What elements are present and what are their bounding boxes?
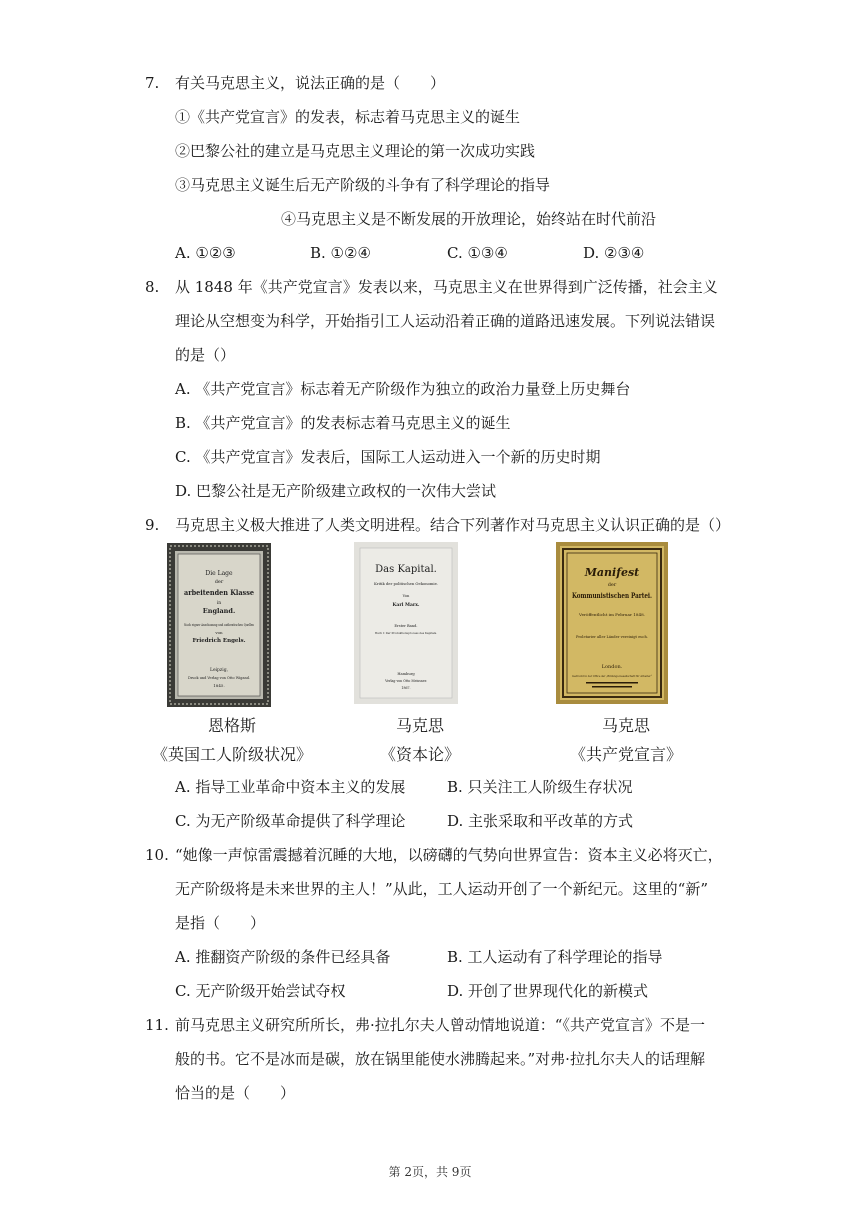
q10-stem-line-1: “她像一声惊雷震撼着沉睡的大地，以磅礴的气势向世界宣告：资本主义必将灭亡， xyxy=(175,846,723,864)
page-footer: 第 2页，共 9页 xyxy=(388,1165,472,1179)
q7-number: 7. xyxy=(145,74,160,92)
engels-cover-line-1: Die Lage xyxy=(205,570,233,577)
kapital-cover-line-5: Erster Band. xyxy=(394,624,418,628)
q8-stem-line-3: 的是（） xyxy=(175,346,236,364)
q10-option-b: B. 工人运动有了科学理论的指导 xyxy=(447,948,663,966)
manifest-book-cover-image xyxy=(556,542,668,704)
q10-stem-line-3: 是指（ ） xyxy=(175,914,266,932)
q9-option-c: C. 为无产阶级革命提供了科学理论 xyxy=(175,812,406,830)
manifest-cover-line-1: Manifest xyxy=(584,566,640,579)
q10-option-a: A. 推翻资产阶级的条件已经具备 xyxy=(175,948,391,966)
manifest-cover-line-3: Kommunistischen Partei. xyxy=(572,591,652,600)
q7-option-c: C. ①③④ xyxy=(447,244,508,262)
q7-stem: 有关马克思主义，说法正确的是（ ） xyxy=(175,74,446,92)
engels-cover-line-4: in xyxy=(216,601,222,606)
book-3-author: 马克思 xyxy=(601,716,650,735)
q8-stem-line-1: 从 1848 年《共产党宣言》发表以来，马克思主义在世界得到广泛传播，社会主义 xyxy=(175,278,718,296)
q8-stem-line-2: 理论从空想变为科学，开始指引工人运动沿着正确的道路迅速发展。下列说法错误 xyxy=(175,312,716,330)
q11-stem-line-2: 般的书。它不是冰而是碳，放在锅里能使水沸腾起来。”对弗·拉扎尔夫人的话理解 xyxy=(175,1050,705,1068)
q8-option-d: D. 巴黎公社是无产阶级建立政权的一次伟大尝试 xyxy=(175,482,497,500)
q7-option-d: D. ②③④ xyxy=(583,244,645,262)
q10-option-c: C. 无产阶级开始尝试夺权 xyxy=(175,982,346,1000)
manifest-cover-line-4: Veröffentlicht im Februar 1848. xyxy=(577,612,645,617)
manifest-cover-line-6: London. xyxy=(601,664,623,670)
book-1-author: 恩格斯 xyxy=(207,716,256,735)
q7-item-2: ②巴黎公社的建立是马克思主义理论的第一次成功实践 xyxy=(175,142,536,160)
q7-item-4: ④马克思主义是不断发展的开放理论，始终站在时代前沿 xyxy=(281,210,657,228)
q8-option-a: A. 《共产党宣言》标志着无产阶级作为独立的政治力量登上历史舞台 xyxy=(175,380,631,398)
engels-cover-line-8: Friedrich Engels. xyxy=(192,638,246,644)
q8-option-b: B. 《共产党宣言》的发表标志着马克思主义的诞生 xyxy=(175,414,511,432)
q11-stem-line-1: 前马克思主义研究所所长，弗·拉扎尔夫人曾动情地说道：“《共产党宣言》不是一 xyxy=(175,1016,705,1034)
q7-option-a: A. ①②③ xyxy=(175,244,236,262)
engels-cover-line-5: England. xyxy=(202,607,236,615)
q7-item-3: ③马克思主义诞生后无产阶级的斗争有了科学理论的指导 xyxy=(175,176,551,194)
q7-item-1: ①《共产党宣言》的发表，标志着马克思主义的诞生 xyxy=(175,108,521,126)
q9-option-a: A. 指导工业革命中资本主义的发展 xyxy=(175,778,406,796)
kapital-cover-line-2: Kritik der politischen Oekonomie. xyxy=(374,582,438,586)
engels-cover-line-11: 1845. xyxy=(213,683,225,688)
manifest-cover-line-7: Gedruckt in der Office der „Bildungs-Gesellschaft für Arbeiter“ xyxy=(572,674,653,678)
engels-cover-line-3: arbeitenden Klasse xyxy=(184,588,255,597)
kapital-cover-line-4: Karl Marx. xyxy=(392,603,420,608)
manifest-cover-line-5: Proletarier aller Länder vereinigt euch. xyxy=(576,634,648,639)
kapital-cover-line-9: 1867. xyxy=(401,686,411,690)
book-3-title: 《共产党宣言》 xyxy=(569,745,682,764)
kapital-cover-line-1: Das Kapital. xyxy=(375,564,437,575)
kapital-cover-line-8: Verlag von Otto Meissner. xyxy=(385,679,427,683)
kapital-cover-line-3: Von xyxy=(402,594,410,598)
q9-option-d: D. 主张采取和平改革的方式 xyxy=(447,812,634,830)
engels-cover-line-7: von xyxy=(215,630,223,635)
book-1-title: 《英国工人阶级状况》 xyxy=(151,745,312,764)
q10-option-d: D. 开创了世界现代化的新模式 xyxy=(447,982,649,1000)
book-2-title: 《资本论》 xyxy=(379,745,460,764)
kapital-cover-line-6: Buch I: Der Produktionsprocess des Kapitals. xyxy=(375,631,438,635)
engels-cover-line-10: Druck und Verlag von Otto Wigand. xyxy=(188,676,250,680)
q9-stem: 马克思主义极大推进了人类文明进程。结合下列著作对马克思主义认识正确的是（） xyxy=(175,516,731,534)
engels-cover-line-9: Leipzig, xyxy=(209,668,229,673)
q9-option-b: B. 只关注工人阶级生存状况 xyxy=(447,778,633,796)
kapital-book-cover-image xyxy=(354,542,458,704)
engels-cover-line-2: der xyxy=(214,579,224,585)
q8-number: 8. xyxy=(145,278,160,296)
manifest-cover-line-2: der xyxy=(607,582,617,588)
q11-number: 11. xyxy=(145,1016,169,1034)
kapital-cover-line-7: Hamburg xyxy=(397,672,415,676)
q8-option-c: C. 《共产党宣言》发表后，国际工人运动进入一个新的历史时期 xyxy=(175,448,601,466)
engels-cover-line-6: Nach eigner Anschauung und authentischen Quellen xyxy=(184,623,254,627)
q9-number: 9. xyxy=(145,516,160,534)
q10-number: 10. xyxy=(145,846,169,864)
q7-option-b: B. ①②④ xyxy=(310,244,371,262)
book-2-author: 马克思 xyxy=(395,716,444,735)
engels-book-cover-image xyxy=(167,543,271,707)
q11-stem-line-3: 恰当的是（ ） xyxy=(175,1084,296,1102)
q10-stem-line-2: 无产阶级将是未来世界的主人！”从此，工人运动开创了一个新纪元。这里的“新” xyxy=(175,880,709,898)
